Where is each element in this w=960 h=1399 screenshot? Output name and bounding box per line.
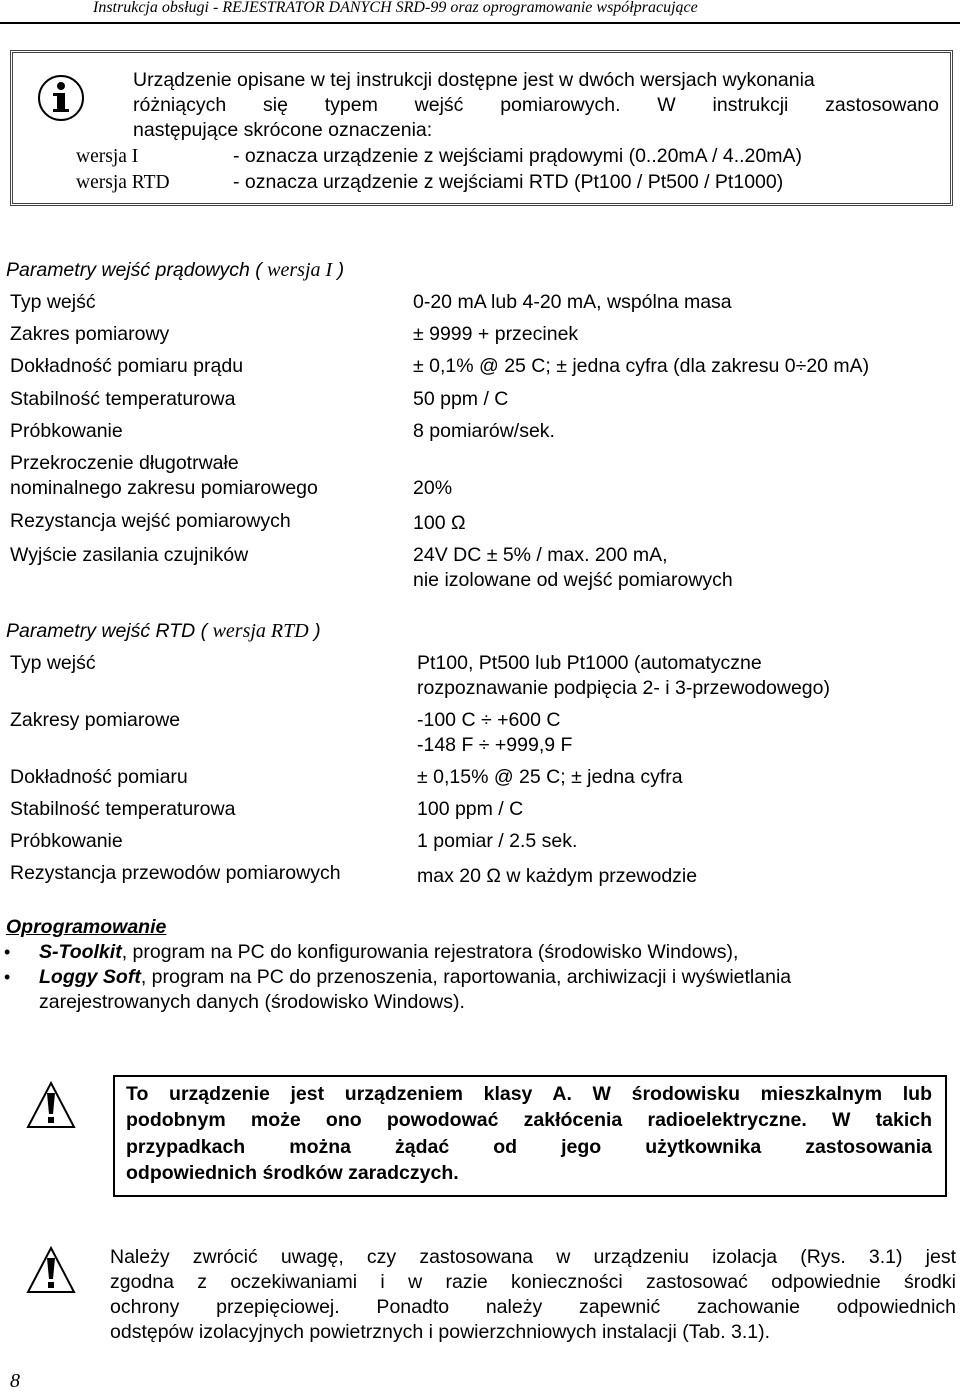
version-description: - oznacza urządzenie z wejściami prądowymi (0..20mA / 4..20mA)	[233, 145, 802, 167]
page-number: 8	[10, 1370, 20, 1392]
version-label: wersja I	[76, 146, 139, 167]
param-value: -100 C ÷ +600 C	[417, 709, 561, 731]
param-label: Próbkowanie	[10, 420, 123, 442]
section-title-text: Parametry wejść RTD (	[6, 620, 213, 642]
section-title-suffix: )	[308, 620, 321, 642]
section-title-version: wersja I	[267, 259, 333, 281]
warning-icon	[26, 1081, 76, 1129]
info-line: następujące skrócone oznaczenia:	[133, 119, 433, 141]
param-value: 0-20 mA lub 4-20 mA, wspólna masa	[413, 291, 732, 313]
bullet-icon: •	[4, 967, 11, 987]
param-label: Zakres pomiarowy	[10, 323, 170, 345]
version-label: wersja RTD	[76, 172, 170, 193]
software-title: Oprogramowanie	[6, 916, 167, 938]
param-label: Dokładność pomiaru prądu	[10, 355, 244, 377]
info-line: Urządzenie opisane w tej instrukcji dostępne jest w dwóch wersjach wykonania	[133, 69, 815, 91]
param-value: 8 pomiarów/sek.	[413, 420, 555, 442]
section-title-version: wersja RTD	[212, 620, 309, 642]
note-line: Należy zwrócić uwagę, czy zastosowana w urządzeniu izolacja (Rys. 3.1) jest	[110, 1246, 956, 1268]
note-line: odstępów izolacyjnych powietrznych i powierzchniowych instalacji (Tab. 3.1).	[110, 1321, 771, 1343]
param-label: Stabilność temperaturowa	[10, 798, 236, 820]
software-name: Loggy Soft	[39, 966, 141, 988]
warning-icon	[26, 1246, 76, 1294]
warning-line: To urządzenie jest urządzeniem klasy A. W środowisku mieszkalnym lub	[126, 1083, 932, 1105]
info-line: różniących się typem wejść pomiarowych. W instrukcji zastosowano	[133, 94, 939, 116]
page-header	[0, 0, 960, 24]
software-item	[39, 966, 791, 989]
param-label: Typ wejść	[10, 291, 96, 313]
param-label: Dokładność pomiaru	[10, 766, 188, 788]
param-value: 50 ppm / C	[413, 388, 509, 410]
note-line: zgodna z oczekiwaniami i w razie konieczności zastosować odpowiednie środki	[110, 1271, 956, 1293]
warning-line: odpowiednich środków zaradczych.	[126, 1162, 459, 1184]
param-value: ± 0,1% @ 25 C; ± jedna cyfra (dla zakresu 0÷20 mA)	[413, 355, 870, 377]
param-value: ± 9999 + przecinek	[413, 323, 579, 345]
info-icon	[38, 75, 84, 121]
param-value: 100 ppm / C	[417, 798, 524, 820]
param-label: Przekroczenie długotrwałe	[10, 452, 239, 474]
param-label: Zakresy pomiarowe	[10, 709, 181, 731]
param-value: max 20 Ω w każdym przewodzie	[417, 865, 698, 887]
software-item	[39, 941, 738, 964]
section-title-suffix: )	[332, 259, 345, 281]
software-desc-cont: zarejestrowanych danych (środowisko Windows).	[39, 991, 465, 1013]
warning-line: przypadkach można żądać od jego użytkownika zastosowania	[126, 1136, 932, 1158]
param-label: Rezystancja przewodów pomiarowych	[10, 862, 341, 884]
bullet-icon: •	[4, 942, 11, 962]
param-value: -148 F ÷ +999,9 F	[417, 734, 573, 756]
param-value: Pt100, Pt500 lub Pt1000 (automatyczne	[417, 652, 762, 674]
param-label: nominalnego zakresu pomiarowego	[10, 477, 318, 499]
section-title-text: Parametry wejść prądowych (	[6, 259, 268, 281]
software-name: S-Toolkit	[39, 941, 122, 963]
param-label: Rezystancja wejść pomiarowych	[10, 510, 291, 532]
warning-line: podobnym może ono powodować zakłócenia radioelektryczne. W takich	[126, 1109, 932, 1131]
param-value: 20%	[413, 477, 453, 499]
param-label: Typ wejść	[10, 652, 96, 674]
param-label: Wyjście zasilania czujników	[10, 544, 249, 566]
param-label: Próbkowanie	[10, 830, 123, 852]
param-value: 100 Ω	[413, 512, 466, 534]
note-line: ochrony przepięciowej. Ponadto należy zapewnić zachowanie odpowiednich	[110, 1296, 956, 1318]
software-desc: , program na PC do przenoszenia, raportowania, archiwizacji i wyświetlania	[140, 966, 792, 988]
software-desc: , program na PC do konfigurowania rejestratora (środowisko Windows),	[121, 941, 739, 963]
section-title-current	[6, 259, 344, 282]
param-value: 24V DC ± 5% / max. 200 mA,	[413, 544, 668, 566]
section-title-rtd	[6, 620, 321, 643]
document-title: Instrukcja obsługi - REJESTRATOR DANYCH SRD-99 oraz oprogramowanie współpracujące	[93, 0, 698, 16]
param-value: nie izolowane od wejść pomiarowych	[413, 569, 733, 591]
param-value: rozpoznawanie podpięcia 2- i 3-przewodowego)	[417, 677, 830, 699]
param-label: Stabilność temperaturowa	[10, 388, 236, 410]
param-value: ± 0,15% @ 25 C; ± jedna cyfra	[417, 766, 683, 788]
version-description: - oznacza urządzenie z wejściami RTD (Pt100 / Pt500 / Pt1000)	[233, 171, 784, 193]
param-value: 1 pomiar / 2.5 sek.	[417, 830, 578, 852]
